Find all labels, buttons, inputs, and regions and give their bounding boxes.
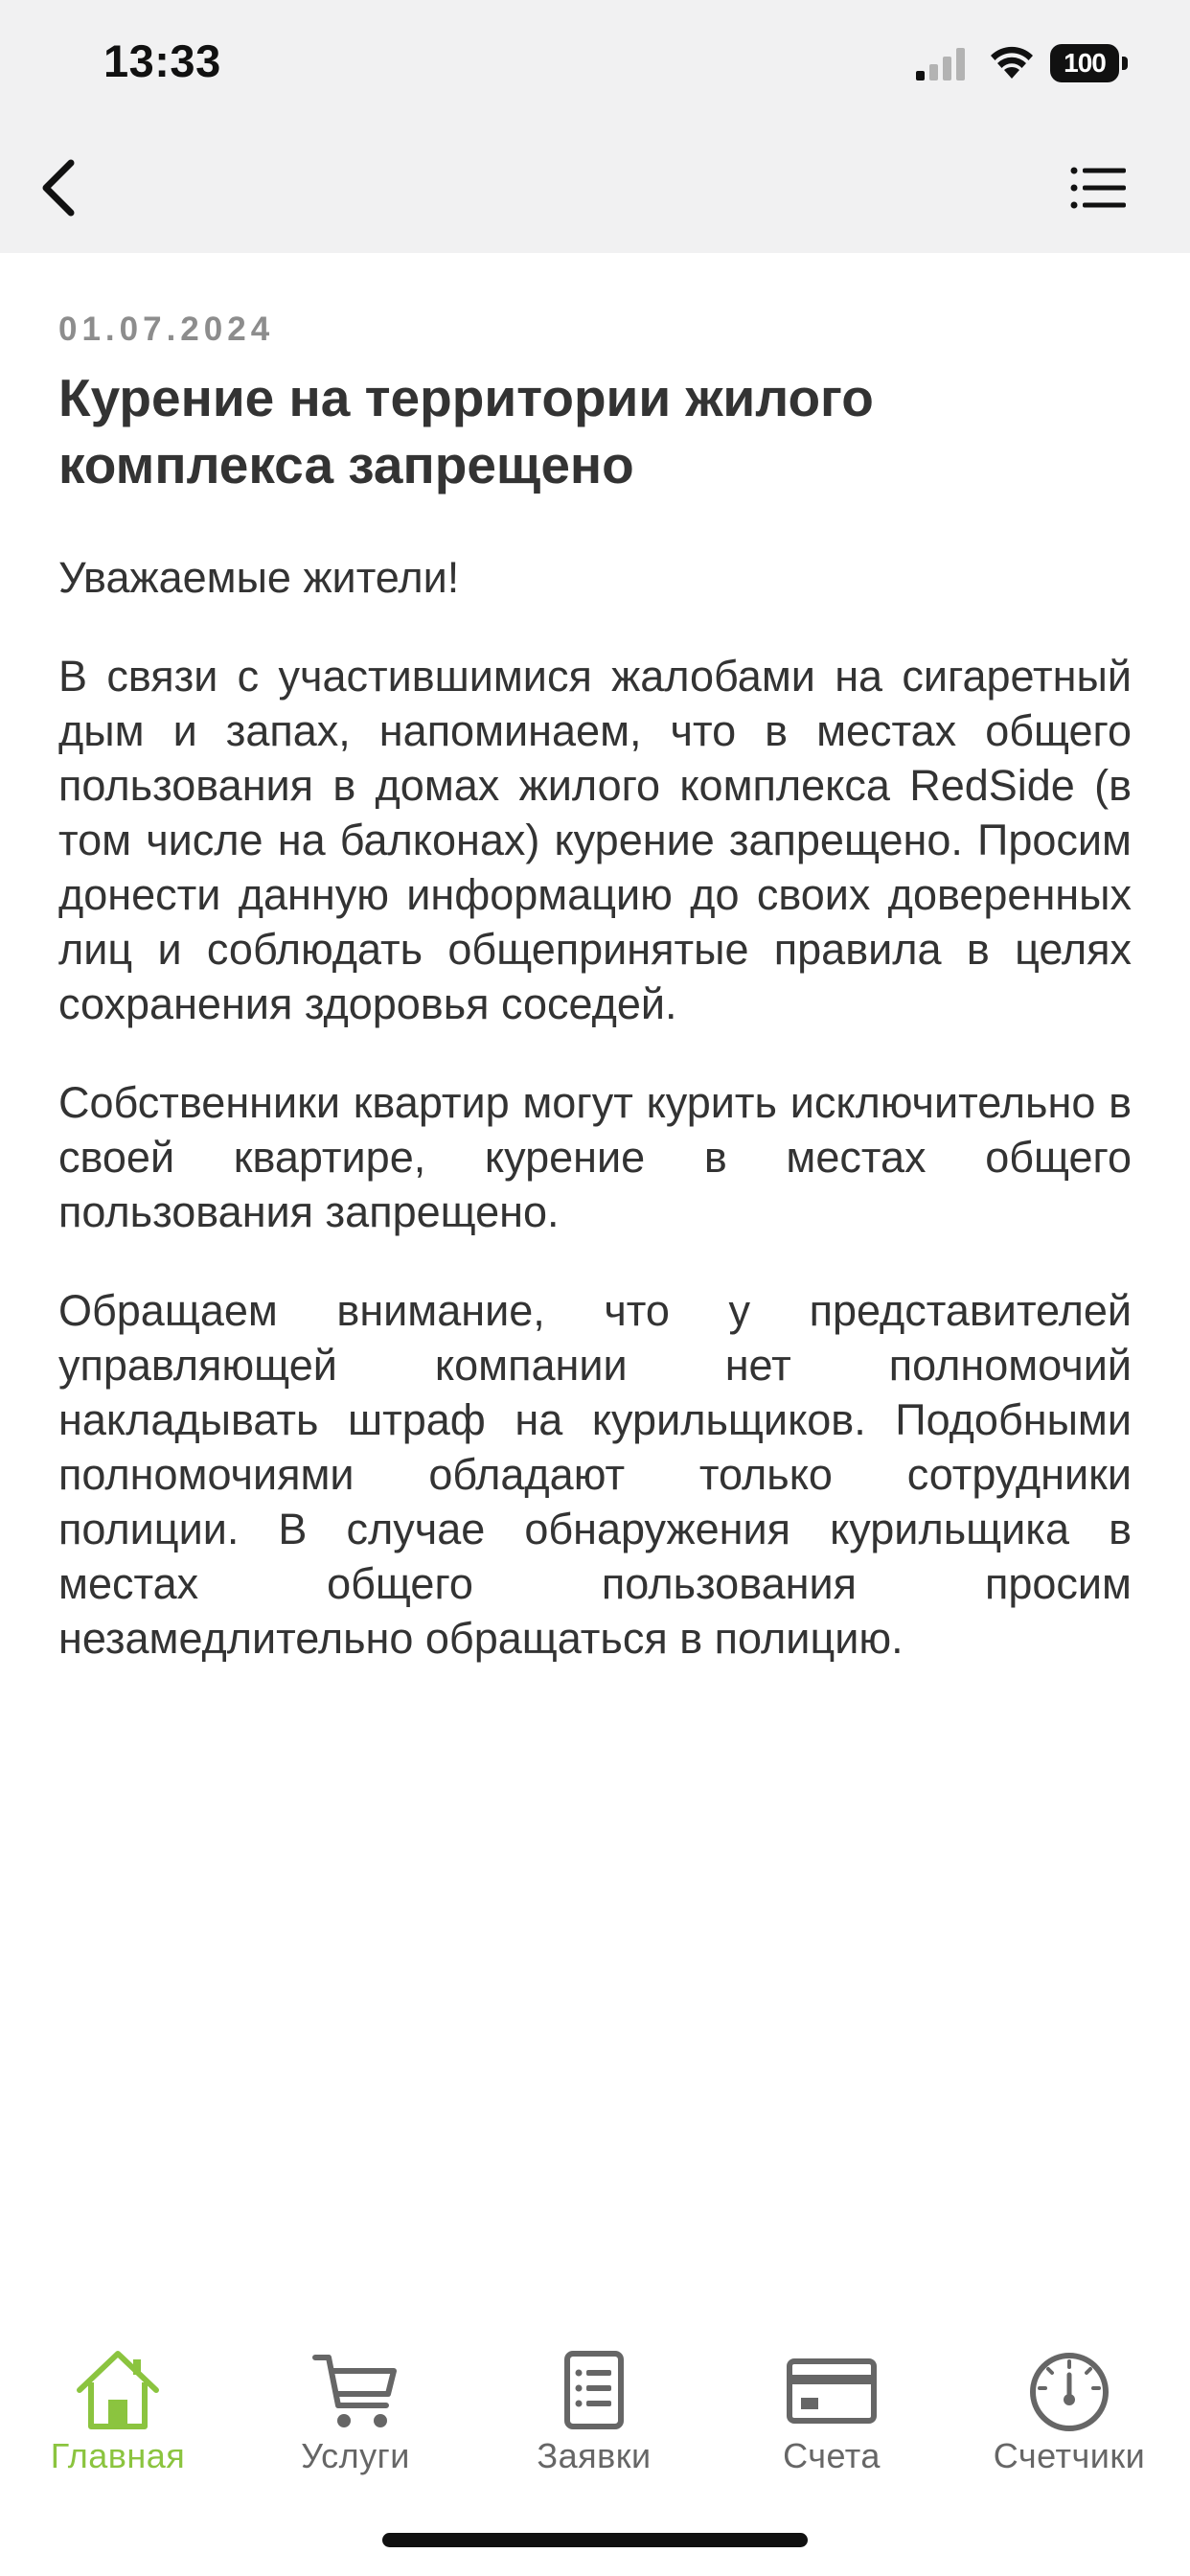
article-paragraph: Собственники квартир могут курить исключительно в своей квартире, курение в местах общего пользования запрещено. xyxy=(58,1078,1132,1236)
tab-bills[interactable] xyxy=(726,2329,937,2482)
wifi-icon xyxy=(989,44,1035,80)
article-paragraph: Обращаем внимание, что у представителей управляющей компании нет полномочий накладывать штраф на курильщиков. Подобными полномочиями обладают только сотрудники полиции. В случае обнаружения курильщика в местах общего пользования просим незамедлительно обращаться в полицию. xyxy=(58,1286,1132,1663)
tab-services[interactable] xyxy=(250,2329,461,2482)
bottom-tab-bar xyxy=(0,2329,1190,2482)
top-bar xyxy=(0,0,1190,253)
battery-icon xyxy=(1050,44,1129,82)
chevron-left-icon xyxy=(38,157,80,218)
status-bar xyxy=(0,0,1190,128)
article-title: Курение на территории жилого комплекса запрещено xyxy=(58,368,874,494)
cart-icon xyxy=(309,2346,401,2438)
tab-label: Счетчики xyxy=(993,2436,1146,2475)
tab-meters[interactable] xyxy=(964,2329,1175,2482)
back-button[interactable] xyxy=(21,150,98,226)
navigation-bar xyxy=(0,128,1190,253)
card-icon xyxy=(786,2346,878,2438)
news-article xyxy=(58,305,1132,1710)
tab-label: Счета xyxy=(783,2436,881,2475)
tab-label: Заявки xyxy=(537,2436,652,2475)
document-icon xyxy=(548,2346,640,2438)
menu-button[interactable] xyxy=(1060,153,1136,222)
gauge-icon xyxy=(1023,2346,1115,2438)
signal-icon xyxy=(916,48,968,80)
battery-level: 100 xyxy=(1050,44,1119,82)
article-paragraph: Уважаемые жители! xyxy=(58,553,460,602)
article-paragraph: В связи с участившимися жалобами на сигаретный дым и запах, напоминаем, что в местах общего пользования в домах жилого комплекса RedSide (в том числе на балконах) курение запрещено. Просим донести данную информацию до своих доверенных лиц и соблюдать общепринятые правила в целях сохранения здоровья соседей. xyxy=(58,652,1132,1028)
home-icon xyxy=(72,2346,164,2438)
list-icon xyxy=(1070,167,1126,209)
status-time: 13:33 xyxy=(103,35,221,86)
article-date: 01.07.2024 xyxy=(58,310,275,348)
article-body xyxy=(58,550,1132,1666)
tab-home[interactable] xyxy=(12,2329,223,2482)
tab-requests[interactable] xyxy=(489,2329,699,2482)
home-indicator[interactable] xyxy=(382,2533,808,2547)
tab-label: Услуги xyxy=(301,2436,410,2475)
tab-label: Главная xyxy=(50,2436,186,2475)
